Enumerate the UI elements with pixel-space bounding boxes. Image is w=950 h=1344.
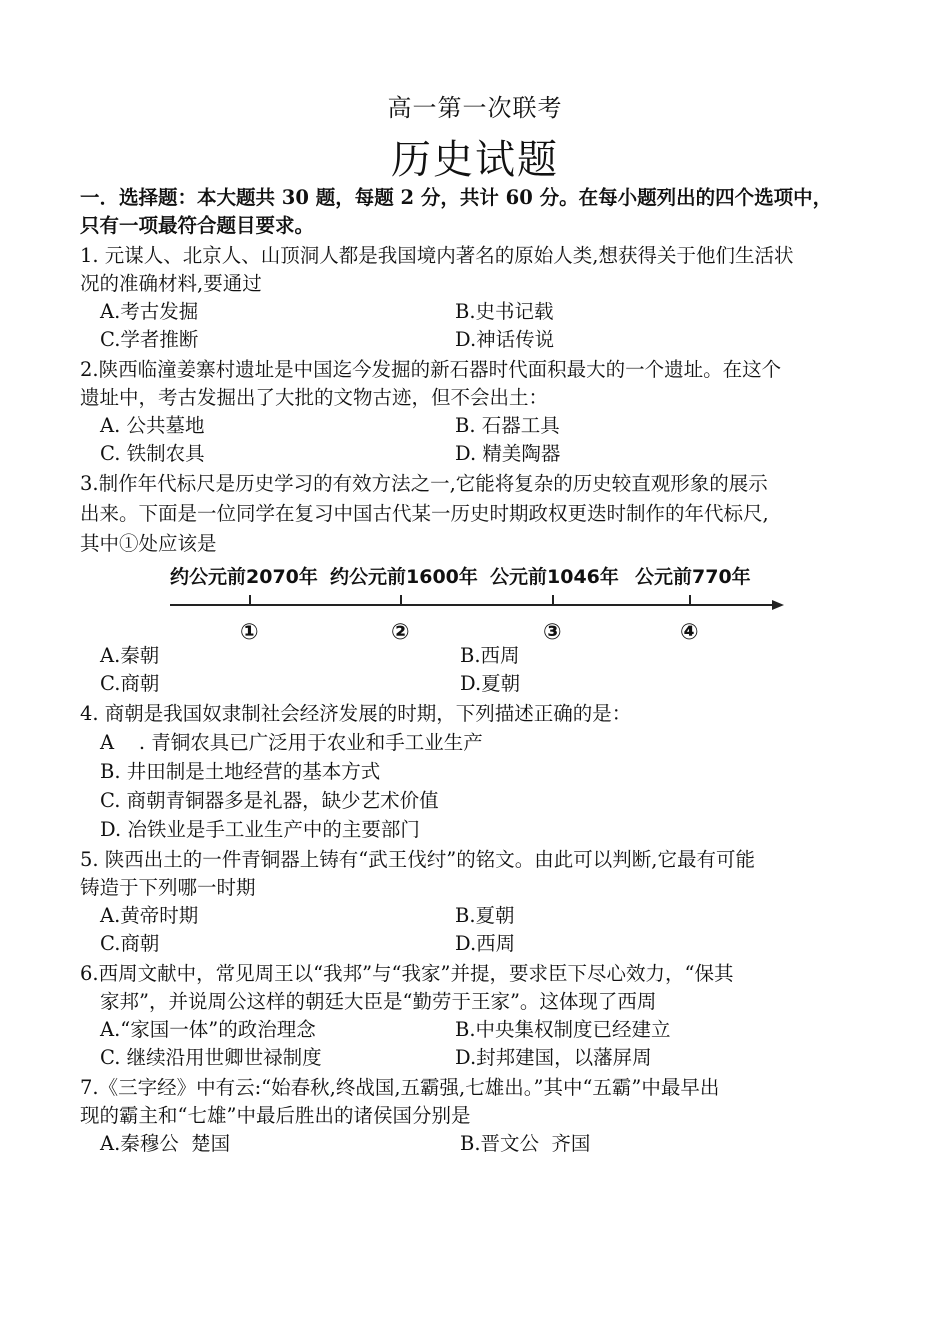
question-3-option-c: C.商朝 bbox=[100, 672, 160, 695]
question-4-option-d: D. 冶铁业是手工业生产中的主要部门 bbox=[100, 818, 420, 841]
timeline-arrow-icon bbox=[772, 600, 784, 610]
question-7-line2: 现的霸主和“七雄”中最后胜出的诸侯国分别是 bbox=[80, 1104, 471, 1127]
question-1-option-a: A.考古发掘 bbox=[100, 300, 199, 323]
question-1-option-b: B.史书记载 bbox=[455, 300, 554, 323]
timeline-ruler bbox=[160, 560, 790, 650]
question-2-option-d: D. 精美陶器 bbox=[455, 442, 561, 465]
exam-title: 历史试题 bbox=[391, 137, 559, 183]
question-1-option-d: D.神话传说 bbox=[455, 328, 555, 351]
question-2-option-a: A. 公共墓地 bbox=[100, 414, 205, 437]
question-1-line1: 1. 元谋人、北京人、山顶洞人都是我国境内著名的原始人类,想获得关于他们生活状 bbox=[80, 244, 794, 267]
timeline-marker-2: ② bbox=[391, 620, 410, 645]
question-2-line1: 2.陕西临潼姜寨村遗址是中国迄今发掘的新石器时代面积最大的一个遗址。在这个 bbox=[80, 358, 782, 381]
timeline-marker-1: ① bbox=[240, 620, 259, 645]
question-5-option-b: B.夏朝 bbox=[455, 904, 515, 927]
question-2-line2: 遗址中，考古发掘出了大批的文物古迹，但不会出土： bbox=[80, 386, 549, 409]
section-instruction-line1: 一．选择题：本大题共 30 题，每题 2 分，共计 60 分。在每小题列出的四个选项中， bbox=[80, 186, 833, 209]
question-5-line2: 铸造于下列哪一时期 bbox=[80, 876, 256, 899]
question-7-line1: 7.《三字经》中有云:“始春秋,终战国,五霸强,七雄出。”其中“五霸”中最早出 bbox=[80, 1076, 720, 1099]
question-3-option-a: A.秦朝 bbox=[100, 644, 160, 667]
question-2-option-c: C. 铁制农具 bbox=[100, 442, 205, 465]
question-6-line2: 家邦”，并说周公这样的朝廷大臣是“勤劳于王家”。这体现了西周 bbox=[100, 990, 657, 1013]
exam-subtitle: 高一第一次联考 bbox=[387, 94, 563, 122]
question-4-line1: 4. 商朝是我国奴隶制社会经济发展的时期，下列描述正确的是： bbox=[80, 702, 632, 725]
question-4-option-b: B. 井田制是土地经营的基本方式 bbox=[100, 760, 381, 783]
timeline-label-4: 公元前770年 bbox=[635, 566, 751, 588]
question-6-option-d: D.封邦建国，以藩屏周 bbox=[455, 1046, 652, 1069]
question-6-option-c: C. 继续沿用世卿世禄制度 bbox=[100, 1046, 322, 1069]
timeline-label-1: 约公元前2070年 bbox=[170, 566, 318, 588]
timeline-marker-4: ④ bbox=[680, 620, 699, 645]
question-3-option-b: B.西周 bbox=[460, 644, 520, 667]
question-2-option-b: B. 石器工具 bbox=[455, 414, 560, 437]
question-5-option-d: D.西周 bbox=[455, 932, 516, 955]
question-1-line2: 况的准确材料,要通过 bbox=[80, 272, 262, 295]
question-3-line1: 3.制作年代标尺是历史学习的有效方法之一,它能将复杂的历史较直观形象的展示 bbox=[80, 472, 768, 495]
question-3-line3: 其中①处应该是 bbox=[80, 532, 217, 555]
timeline-label-2: 约公元前1600年 bbox=[330, 566, 478, 588]
question-5-option-c: C.商朝 bbox=[100, 932, 160, 955]
question-7-option-a: A.秦穆公 楚国 bbox=[100, 1132, 231, 1155]
timeline-axis bbox=[160, 590, 790, 616]
question-1-option-c: C.学者推断 bbox=[100, 328, 199, 351]
timeline-marker-3: ③ bbox=[543, 620, 562, 645]
timeline-label-3: 公元前1046年 bbox=[490, 566, 619, 588]
question-6-option-b: B.中央集权制度已经建立 bbox=[455, 1018, 671, 1041]
question-4-option-a: A . 青铜农具已广泛用于农业和手工业生产 bbox=[100, 731, 483, 754]
question-7-option-b: B.晋文公 齐国 bbox=[460, 1132, 591, 1155]
question-3-option-d: D.夏朝 bbox=[460, 672, 521, 695]
section-instruction-line2: 只有一项最符合题目要求。 bbox=[80, 214, 315, 237]
question-3-line2: 出来。下面是一位同学在复习中国古代某一历史时期政权更迭时制作的年代标尺, bbox=[80, 502, 769, 525]
question-5-option-a: A.黄帝时期 bbox=[100, 904, 199, 927]
question-5-line1: 5. 陕西出土的一件青铜器上铸有“武王伐纣”的铭文。由此可以判断,它最有可能 bbox=[80, 848, 755, 871]
question-6-option-a: A.“家国一体”的政治理念 bbox=[100, 1018, 316, 1041]
question-4-option-c: C. 商朝青铜器多是礼器，缺少艺术价值 bbox=[100, 789, 439, 812]
question-6-line1: 6.西周文献中，常见周王以“我邦”与“我家”并提，要求臣下尽心效力，“保其 bbox=[80, 962, 734, 985]
